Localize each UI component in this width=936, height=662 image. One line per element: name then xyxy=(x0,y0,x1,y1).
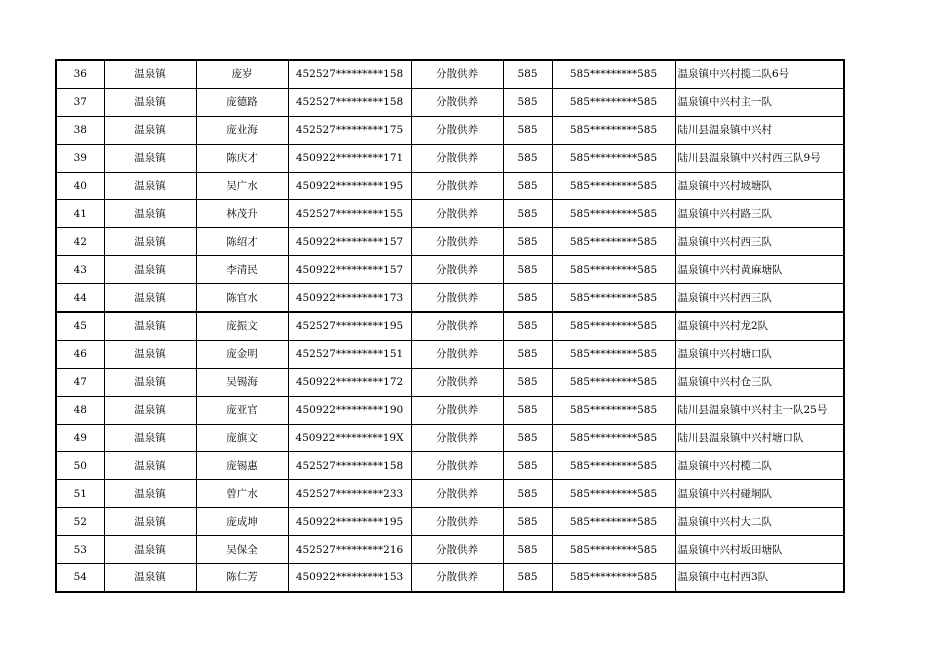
cell-address: 温泉镇中兴村大二队 xyxy=(675,508,844,536)
cell-account-number: 585*********585 xyxy=(552,340,675,368)
cell-town: 温泉镇 xyxy=(104,564,196,592)
table-body xyxy=(56,60,844,592)
cell-town: 温泉镇 xyxy=(104,508,196,536)
cell-id-number: 452527*********195 xyxy=(288,312,411,340)
table-row xyxy=(56,452,844,480)
cell-support-type: 分散供养 xyxy=(411,340,503,368)
table-row xyxy=(56,480,844,508)
cell-amount: 585 xyxy=(503,452,552,480)
cell-amount: 585 xyxy=(503,480,552,508)
cell-town: 温泉镇 xyxy=(104,284,196,312)
cell-index: 43 xyxy=(56,256,104,284)
cell-amount: 585 xyxy=(503,564,552,592)
cell-address: 陆川县温泉镇中兴村西三队9号 xyxy=(675,144,844,172)
cell-address: 陆川县温泉镇中兴村 xyxy=(675,116,844,144)
cell-address: 陆川县温泉镇中兴村主一队25号 xyxy=(675,396,844,424)
cell-index: 44 xyxy=(56,284,104,312)
cell-account-number: 585*********585 xyxy=(552,144,675,172)
cell-support-type: 分散供养 xyxy=(411,452,503,480)
cell-address: 温泉镇中兴村西三队 xyxy=(675,284,844,312)
cell-name: 陈仁芳 xyxy=(196,564,288,592)
cell-town: 温泉镇 xyxy=(104,480,196,508)
cell-id-number: 450922*********19X xyxy=(288,424,411,452)
table-row xyxy=(56,368,844,396)
cell-amount: 585 xyxy=(503,256,552,284)
cell-support-type: 分散供养 xyxy=(411,172,503,200)
cell-town: 温泉镇 xyxy=(104,144,196,172)
table-row xyxy=(56,536,844,564)
cell-name: 庞业海 xyxy=(196,116,288,144)
cell-id-number: 450922*********171 xyxy=(288,144,411,172)
cell-amount: 585 xyxy=(503,424,552,452)
cell-support-type: 分散供养 xyxy=(411,116,503,144)
cell-index: 40 xyxy=(56,172,104,200)
cell-index: 47 xyxy=(56,368,104,396)
cell-name: 庞旗文 xyxy=(196,424,288,452)
cell-name: 曾广水 xyxy=(196,480,288,508)
cell-account-number: 585*********585 xyxy=(552,424,675,452)
cell-id-number: 452527*********158 xyxy=(288,60,411,88)
cell-account-number: 585*********585 xyxy=(552,312,675,340)
cell-id-number: 450922*********195 xyxy=(288,508,411,536)
cell-account-number: 585*********585 xyxy=(552,564,675,592)
table-row xyxy=(56,284,844,312)
table-row xyxy=(56,172,844,200)
cell-id-number: 450922*********172 xyxy=(288,368,411,396)
cell-id-number: 450922*********157 xyxy=(288,256,411,284)
cell-id-number: 452527*********158 xyxy=(288,452,411,480)
cell-town: 温泉镇 xyxy=(104,452,196,480)
cell-id-number: 450922*********157 xyxy=(288,228,411,256)
cell-account-number: 585*********585 xyxy=(552,452,675,480)
cell-index: 52 xyxy=(56,508,104,536)
cell-support-type: 分散供养 xyxy=(411,256,503,284)
cell-name: 陈庆才 xyxy=(196,144,288,172)
cell-town: 温泉镇 xyxy=(104,312,196,340)
cell-amount: 585 xyxy=(503,284,552,312)
cell-town: 温泉镇 xyxy=(104,396,196,424)
cell-name: 陈官水 xyxy=(196,284,288,312)
cell-index: 49 xyxy=(56,424,104,452)
cell-support-type: 分散供养 xyxy=(411,536,503,564)
cell-index: 54 xyxy=(56,564,104,592)
table-row xyxy=(56,60,844,88)
cell-support-type: 分散供养 xyxy=(411,228,503,256)
cell-amount: 585 xyxy=(503,88,552,116)
cell-id-number: 450922*********153 xyxy=(288,564,411,592)
cell-amount: 585 xyxy=(503,368,552,396)
cell-account-number: 585*********585 xyxy=(552,172,675,200)
cell-amount: 585 xyxy=(503,396,552,424)
cell-index: 48 xyxy=(56,396,104,424)
cell-support-type: 分散供养 xyxy=(411,60,503,88)
cell-id-number: 452527*********233 xyxy=(288,480,411,508)
table-row xyxy=(56,200,844,228)
cell-account-number: 585*********585 xyxy=(552,256,675,284)
cell-address: 温泉镇中兴村塘口队 xyxy=(675,340,844,368)
cell-id-number: 450922*********173 xyxy=(288,284,411,312)
cell-address: 温泉镇中兴村揽二队6号 xyxy=(675,60,844,88)
cell-address: 温泉镇中兴村主一队 xyxy=(675,88,844,116)
cell-name: 陈绍才 xyxy=(196,228,288,256)
cell-town: 温泉镇 xyxy=(104,340,196,368)
cell-amount: 585 xyxy=(503,508,552,536)
cell-town: 温泉镇 xyxy=(104,228,196,256)
cell-id-number: 452527*********216 xyxy=(288,536,411,564)
cell-amount: 585 xyxy=(503,116,552,144)
cell-town: 温泉镇 xyxy=(104,172,196,200)
cell-address: 温泉镇中兴村路三队 xyxy=(675,200,844,228)
cell-name: 林茂升 xyxy=(196,200,288,228)
cell-account-number: 585*********585 xyxy=(552,88,675,116)
table-row xyxy=(56,144,844,172)
table-row xyxy=(56,424,844,452)
cell-address: 温泉镇中兴村碰垌队 xyxy=(675,480,844,508)
cell-address: 温泉镇中兴村仓三队 xyxy=(675,368,844,396)
cell-amount: 585 xyxy=(503,144,552,172)
cell-address: 温泉镇中兴村坂田塘队 xyxy=(675,536,844,564)
cell-support-type: 分散供养 xyxy=(411,284,503,312)
cell-index: 51 xyxy=(56,480,104,508)
cell-account-number: 585*********585 xyxy=(552,536,675,564)
cell-support-type: 分散供养 xyxy=(411,312,503,340)
table-row xyxy=(56,228,844,256)
cell-index: 41 xyxy=(56,200,104,228)
cell-account-number: 585*********585 xyxy=(552,116,675,144)
cell-amount: 585 xyxy=(503,536,552,564)
cell-name: 庞振文 xyxy=(196,312,288,340)
cell-account-number: 585*********585 xyxy=(552,480,675,508)
cell-id-number: 452527*********175 xyxy=(288,116,411,144)
cell-support-type: 分散供养 xyxy=(411,144,503,172)
cell-name: 李清民 xyxy=(196,256,288,284)
cell-town: 温泉镇 xyxy=(104,424,196,452)
cell-account-number: 585*********585 xyxy=(552,228,675,256)
table-row xyxy=(56,340,844,368)
cell-town: 温泉镇 xyxy=(104,368,196,396)
cell-amount: 585 xyxy=(503,340,552,368)
cell-support-type: 分散供养 xyxy=(411,424,503,452)
cell-index: 37 xyxy=(56,88,104,116)
table-row xyxy=(56,508,844,536)
cell-amount: 585 xyxy=(503,312,552,340)
data-table xyxy=(55,59,845,593)
table-row xyxy=(56,256,844,284)
cell-address: 温泉镇中兴村龙2队 xyxy=(675,312,844,340)
cell-support-type: 分散供养 xyxy=(411,200,503,228)
cell-id-number: 452527*********155 xyxy=(288,200,411,228)
cell-index: 36 xyxy=(56,60,104,88)
cell-address: 温泉镇中兴村西三队 xyxy=(675,228,844,256)
cell-id-number: 450922*********190 xyxy=(288,396,411,424)
cell-address: 温泉镇中屯村西3队 xyxy=(675,564,844,592)
cell-town: 温泉镇 xyxy=(104,88,196,116)
cell-name: 庞成坤 xyxy=(196,508,288,536)
cell-amount: 585 xyxy=(503,60,552,88)
cell-index: 38 xyxy=(56,116,104,144)
cell-support-type: 分散供养 xyxy=(411,480,503,508)
cell-support-type: 分散供养 xyxy=(411,508,503,536)
cell-id-number: 452527*********151 xyxy=(288,340,411,368)
cell-name: 吴保全 xyxy=(196,536,288,564)
cell-account-number: 585*********585 xyxy=(552,508,675,536)
cell-name: 庞德路 xyxy=(196,88,288,116)
cell-index: 46 xyxy=(56,340,104,368)
table-row xyxy=(56,312,844,340)
cell-index: 45 xyxy=(56,312,104,340)
cell-id-number: 450922*********195 xyxy=(288,172,411,200)
cell-account-number: 585*********585 xyxy=(552,396,675,424)
cell-name: 庞金明 xyxy=(196,340,288,368)
cell-index: 42 xyxy=(56,228,104,256)
cell-town: 温泉镇 xyxy=(104,116,196,144)
cell-support-type: 分散供养 xyxy=(411,564,503,592)
cell-address: 温泉镇中兴村坡塘队 xyxy=(675,172,844,200)
cell-amount: 585 xyxy=(503,228,552,256)
cell-address: 陆川县温泉镇中兴村塘口队 xyxy=(675,424,844,452)
cell-support-type: 分散供养 xyxy=(411,368,503,396)
cell-index: 50 xyxy=(56,452,104,480)
cell-id-number: 452527*********158 xyxy=(288,88,411,116)
cell-town: 温泉镇 xyxy=(104,256,196,284)
cell-name: 庞亚官 xyxy=(196,396,288,424)
cell-town: 温泉镇 xyxy=(104,536,196,564)
table-row xyxy=(56,88,844,116)
cell-address: 温泉镇中兴村黄麻塘队 xyxy=(675,256,844,284)
cell-support-type: 分散供养 xyxy=(411,88,503,116)
cell-town: 温泉镇 xyxy=(104,60,196,88)
cell-town: 温泉镇 xyxy=(104,200,196,228)
cell-name: 庞锡惠 xyxy=(196,452,288,480)
cell-account-number: 585*********585 xyxy=(552,200,675,228)
cell-support-type: 分散供养 xyxy=(411,396,503,424)
cell-index: 39 xyxy=(56,144,104,172)
cell-account-number: 585*********585 xyxy=(552,60,675,88)
table-row xyxy=(56,116,844,144)
cell-amount: 585 xyxy=(503,172,552,200)
cell-amount: 585 xyxy=(503,200,552,228)
cell-index: 53 xyxy=(56,536,104,564)
cell-name: 庞岁 xyxy=(196,60,288,88)
table-row xyxy=(56,564,844,592)
cell-name: 吴广水 xyxy=(196,172,288,200)
cell-name: 吴锡海 xyxy=(196,368,288,396)
cell-account-number: 585*********585 xyxy=(552,368,675,396)
cell-account-number: 585*********585 xyxy=(552,284,675,312)
cell-address: 温泉镇中兴村榄二队 xyxy=(675,452,844,480)
table-row xyxy=(56,396,844,424)
